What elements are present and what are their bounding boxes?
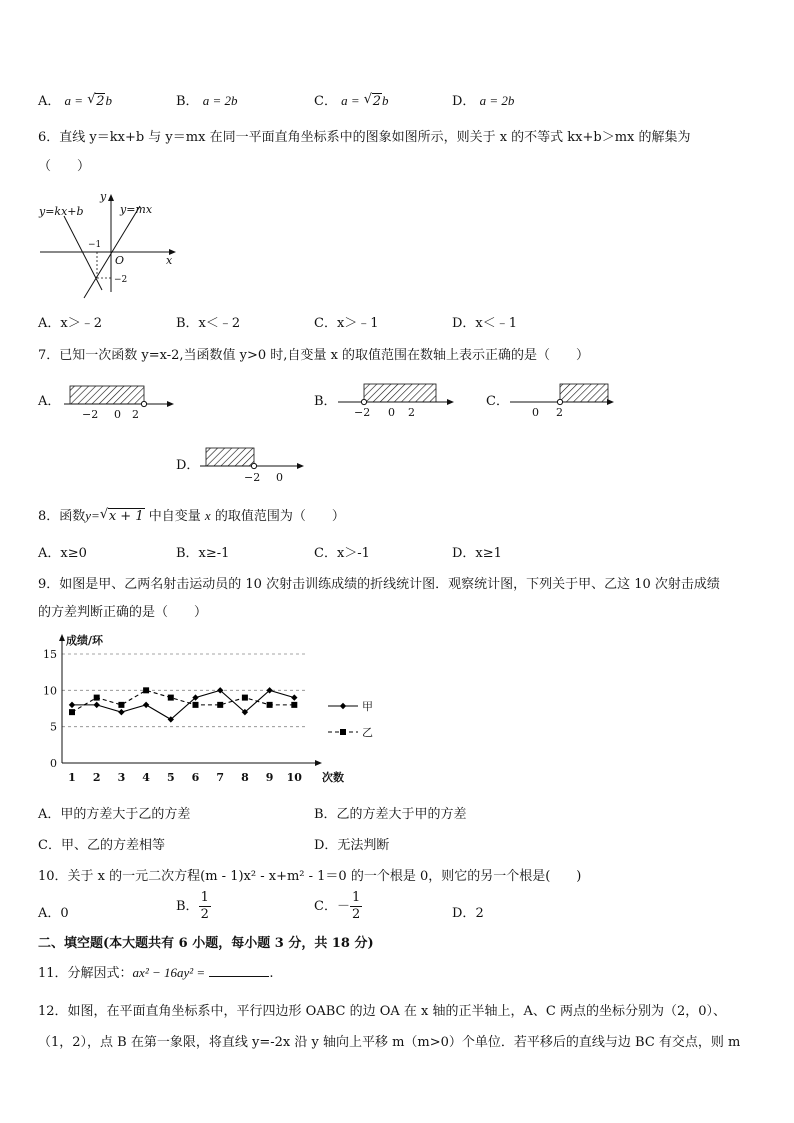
x-axis-arrow — [315, 760, 322, 766]
q10-option-c[interactable]: C．－ $\frac{1}{2}$ — [314, 890, 361, 922]
q9-option-b[interactable]: B．乙的方差大于甲的方差 — [314, 807, 467, 822]
label-y-axis: y — [100, 190, 107, 203]
q9-stem-line2: 的方差判断正确的是（ ） — [38, 605, 208, 620]
tick-label: 2 — [408, 406, 415, 419]
data-point-2 — [242, 695, 248, 701]
q7-option-c-letter[interactable]: C． — [486, 394, 509, 409]
open-endpoint — [557, 399, 562, 404]
sqrt-sign: √ 2 — [87, 92, 105, 109]
open-endpoint — [141, 401, 146, 406]
tick-x-neg1: −1 — [88, 240, 102, 250]
sqrt-sign: √ 2 — [363, 92, 382, 109]
data-point-2 — [193, 702, 199, 708]
label-y-mx: y=mx — [120, 203, 153, 216]
q8-option-a[interactable]: A．x≥0 — [38, 546, 87, 561]
q9-stem-line1: 9．如图是甲、乙两名射击运动员的 10 次射击训练成绩的折线统计图．观察统计图，下列关于甲、乙这 10 次射击成绩 — [38, 577, 720, 592]
q5-option-a[interactable]: A． a = √ 2b — [38, 92, 112, 109]
q8-stem: 8．函数y= √ x + 1 中自变量 x 的取值范围为（ ） — [38, 507, 345, 524]
legend-marker — [340, 703, 346, 709]
label-x-axis: x — [166, 254, 173, 267]
q8-option-b[interactable]: B．x≥-1 — [176, 546, 230, 561]
q7-option-a-numberline[interactable] — [64, 382, 180, 422]
data-point-2 — [69, 709, 75, 715]
axis-arrow — [167, 401, 174, 407]
data-point-1 — [143, 702, 149, 708]
y-tick-label: 0 — [50, 757, 57, 770]
tick-label: −2 — [82, 408, 99, 421]
data-point-2 — [143, 687, 149, 693]
x-tick-label: 5 — [166, 771, 175, 784]
axis-arrow — [297, 463, 304, 469]
line-y-kxb — [64, 216, 102, 290]
tick-label: 0 — [276, 471, 283, 484]
q6-option-b[interactable]: B．x＜﹣2 — [176, 316, 241, 331]
q7-option-a-letter[interactable]: A． — [38, 394, 61, 409]
q7-option-b-letter[interactable]: B． — [314, 394, 337, 409]
q9-option-d[interactable]: D．无法判断 — [314, 838, 390, 853]
q12-line1: 12．如图，在平面直角坐标系中，平行四边形 OABC 的边 OA 在 x 轴的正半轴上，A、C 两点的坐标分别为（2，0）、 — [38, 1004, 727, 1019]
axis-arrow — [447, 399, 454, 405]
section-heading: 二、填空题(本大题共有 6 小题，每小题 3 分，共 18 分) — [38, 936, 374, 951]
q6-option-c[interactable]: C．x＞﹣1 — [314, 316, 379, 331]
y-tick-label: 15 — [43, 648, 57, 661]
y-axis-arrow — [59, 634, 65, 641]
tick-label: 0 — [114, 408, 121, 421]
x-tick-label: 9 — [265, 771, 274, 784]
q5-option-b[interactable]: B． a = 2b — [176, 93, 238, 109]
series-line-1 — [72, 690, 294, 719]
q7-option-d-numberline[interactable] — [200, 444, 312, 486]
data-point-1 — [94, 702, 100, 708]
q8-option-d[interactable]: D．x≥1 — [452, 546, 502, 561]
q6-paren: （ ） — [38, 159, 91, 174]
x-tick-label: 1 — [68, 771, 76, 784]
q10-option-b[interactable]: B． $\frac{1}{2}$ — [176, 890, 209, 922]
hatched-region — [560, 384, 608, 402]
q5-option-c[interactable]: C． a = √ 2b — [314, 92, 389, 109]
answer-blank[interactable] — [209, 964, 269, 977]
x-tick-label: 2 — [92, 771, 101, 784]
q7-option-b-numberline[interactable] — [338, 380, 462, 422]
data-point-2 — [168, 695, 174, 701]
data-point-2 — [118, 702, 124, 708]
hatched-region — [70, 386, 144, 404]
axis-arrow — [607, 399, 614, 405]
q5-option-d[interactable]: D． a = 2b — [452, 93, 515, 109]
q8-option-c[interactable]: C．x＞-1 — [314, 546, 370, 561]
hatched-region — [206, 448, 254, 466]
data-point-2 — [267, 702, 273, 708]
q6-option-d[interactable]: D．x＜﹣1 — [452, 316, 518, 331]
q12-line2: （1，2），点 B 在第一象限，将直线 y=-2x 沿 y 轴向上平移 m（m>0）个单位．若平移后的直线与边 BC 有交点，则 m — [38, 1035, 741, 1050]
y-axis-arrow — [108, 194, 114, 201]
legend-label: 甲 — [362, 700, 373, 713]
open-endpoint — [251, 463, 256, 468]
q10-option-d[interactable]: D．2 — [452, 906, 484, 921]
x-tick-label: 6 — [191, 771, 200, 784]
x-tick-label: 3 — [117, 771, 126, 784]
q9-option-a[interactable]: A．甲的方差大于乙的方差 — [38, 807, 191, 822]
data-point-2 — [217, 702, 223, 708]
data-point-1 — [118, 709, 124, 715]
q9-line-chart — [36, 630, 396, 790]
x-tick-label: 8 — [241, 771, 249, 784]
data-point-1 — [291, 694, 297, 700]
open-endpoint — [361, 399, 366, 404]
y-axis-label: 成绩/环 — [66, 634, 104, 647]
x-tick-label: 7 — [216, 771, 225, 784]
label-origin: O — [115, 254, 125, 267]
q11-stem: 11．分解因式：ax² − 16ay² = . — [38, 965, 274, 981]
y-tick-label: 10 — [43, 684, 57, 698]
label-y-kxb: y=kx+b — [39, 205, 84, 218]
q7-option-d-letter[interactable]: D． — [176, 458, 200, 473]
q6-graph — [36, 188, 186, 300]
tick-label: 2 — [132, 408, 139, 421]
x-axis-label: 次数 — [322, 771, 344, 784]
x-tick-label: 4 — [142, 771, 150, 784]
legend-marker — [340, 729, 346, 735]
x-tick-label: 10 — [286, 771, 302, 784]
tick-label: −2 — [354, 406, 371, 419]
q6-option-a[interactable]: A．x＞﹣2 — [38, 316, 102, 331]
tick-y-neg2: −2 — [114, 275, 128, 285]
data-point-2 — [94, 695, 100, 701]
data-point-1 — [69, 702, 75, 708]
hatched-region — [364, 384, 436, 402]
sqrt-sign: √ x + 1 — [99, 507, 144, 524]
fraction: $\frac{1}{2}$ — [200, 890, 209, 922]
q7-option-c-numberline[interactable] — [510, 380, 622, 422]
data-point-2 — [291, 702, 297, 708]
q7-stem: 7．已知一次函数 y=x-2,当函数值 y>0 时,自变量 x 的取值范围在数轴上表示正确的是（ ） — [38, 348, 590, 363]
tick-label: 0 — [388, 406, 395, 419]
tick-label: 0 — [532, 406, 539, 419]
q6-stem: 6．直线 y＝kx+b 与 y＝mx 在同一平面直角坐标系中的图象如图所示，则关于 x 的不等式 kx+b＞mx 的解集为 — [38, 130, 691, 145]
fraction: $\frac{1}{2}$ — [351, 890, 361, 922]
q10-option-a[interactable]: A．0 — [38, 906, 69, 921]
tick-label: −2 — [244, 471, 261, 484]
q9-option-c[interactable]: C．甲、乙的方差相等 — [38, 838, 165, 853]
q10-stem: 10．关于 x 的一元二次方程(m - 1)x² - x+m² - 1＝0 的一个根是 0，则它的另一个根是( ) — [38, 869, 582, 884]
y-tick-label: 5 — [50, 720, 57, 734]
tick-label: 2 — [556, 406, 563, 419]
legend-label: 乙 — [362, 726, 373, 739]
